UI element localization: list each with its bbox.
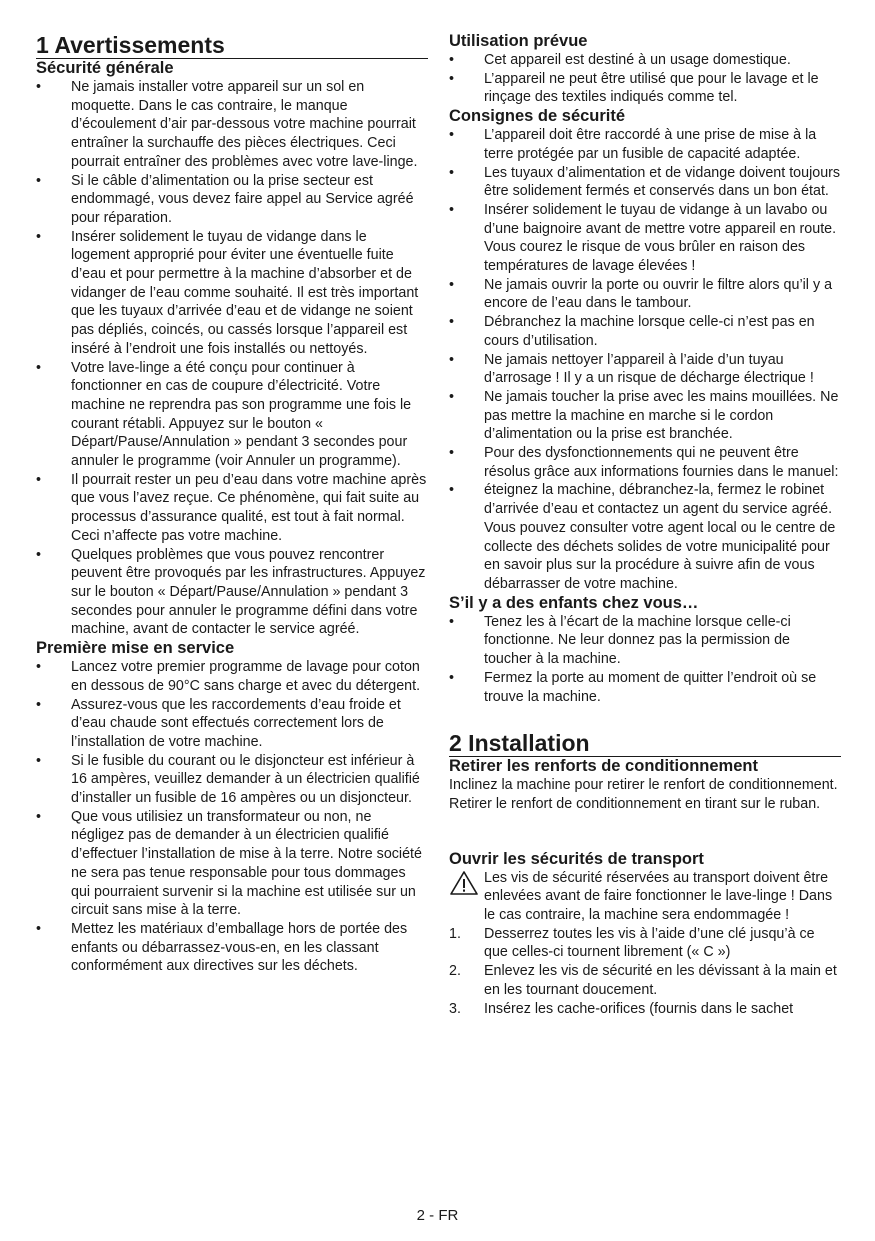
list-item: [449, 1000, 841, 1019]
warning-text: Les vis de sécurité réservées au transport doivent être enlevées avant de faire fonctionner le lave-linge ! Dans le cas contraire, la machine sera endommagée !: [484, 869, 833, 924]
right-column: [449, 32, 841, 1018]
list-item: • L’appareil doit être raccordé à une prise de mise à la terre protégée par un fusible de capacité adaptée.: [449, 126, 841, 163]
list-item: • Débranchez la machine lorsque celle-ci n’est pas en cours d’utilisation.: [449, 313, 841, 350]
subheading-retirer-renforts: Retirer les renforts de conditionnement: [449, 757, 758, 776]
list-item: [449, 925, 841, 962]
subheading-enfants: S’il y a des enfants chez vous…: [449, 593, 699, 612]
list-item: • Les tuyaux d’alimentation et de vidange doivent toujours être solidement fermés et conservés dans un bon état.: [449, 164, 841, 201]
subheading-consignes-de-securite: Consignes de sécurité: [449, 107, 626, 126]
list-item: • Si le câble d’alimentation ou la prise secteur est endommagé, vous devez faire appel au Service agréé pour réparation.: [36, 172, 428, 228]
list-item: • Ne jamais installer votre appareil sur un sol en moquette. Dans le cas contraire, le manque d’écoulement d’air par-dessous votre machine pourrait entraîner la surchauffe des pièces électriques. Ceci pourrait entraîner des problèmes avec votre lave-linge.: [36, 78, 428, 172]
list-item: • Quelques problèmes que vous pouvez rencontrer peuvent être provoqués par les infrastructures. Appuyez sur le bouton « Départ/Pause/Annulation » pendant 3 secondes pour annuler le programme défini dans votre machine, avant de contacter le service agréé.: [36, 546, 428, 640]
list-item: • Ne jamais nettoyer l’appareil à l’aide d’un tuyau d’arrosage ! Il y a un risque de décharge électrique !: [449, 351, 841, 388]
list-item: • Votre lave-linge a été conçu pour continuer à fonctionner en cas de coupure d’électricité. Votre machine ne reprendra pas son programme une fois le courant rétabli. Appuyez sur le bouton « Départ/Pause/Annulation » pendant 3 secondes pour annuler le programme (voir Annuler un programme).: [36, 359, 428, 471]
page-number: 2 - FR: [416, 1207, 459, 1224]
list-item: • Insérer solidement le tuyau de vidange à un lavabo ou d’une baignoire avant de mettre votre appareil en route. Vous courez le risque de vous brûler en raison des températures de lavage élevées !: [449, 201, 841, 276]
step-number: 3.: [449, 1000, 461, 1017]
paragraph-retirer-renforts: Inclinez la machine pour retirer le renfort de conditionnement. Retirer le renfort de conditionnement en tirant sur le ruban.: [449, 777, 838, 812]
step-text: Desserrez toutes les vis à l’aide d’une clé jusqu’à ce que celles-ci tournent librement (« C »): [484, 925, 815, 961]
step-number: 2.: [449, 963, 461, 980]
steps-list: [449, 925, 841, 1019]
warning-block: [449, 869, 841, 925]
section-heading-avertissements: 1 Avertissements: [36, 32, 428, 59]
list-item: • Ne jamais ouvrir la porte ou ouvrir le filtre alors qu’il y a encore de l’eau dans le tambour.: [449, 276, 841, 313]
list-premiere-mise-en-service: [36, 658, 428, 976]
list-utilisation-prevue: [449, 51, 841, 107]
list-enfants: [449, 613, 841, 707]
list-item: • Assurez-vous que les raccordements d’eau froide et d’eau chaude sont effectués correctement lors de l’installation de votre machine.: [36, 696, 428, 752]
section-heading-installation: 2 Installation: [449, 730, 841, 757]
list-item: • Pour des dysfonctionnements qui ne peuvent être résolus grâce aux informations fournies dans le manuel:: [449, 444, 841, 481]
subheading-utilisation-prevue: Utilisation prévue: [449, 32, 588, 50]
step-text: Insérez les cache-orifices (fournis dans le sachet: [484, 1000, 794, 1017]
step-text: Enlevez les vis de sécurité en les dévissant à la main et en les tournant doucement.: [484, 963, 837, 998]
subheading-premiere-mise-en-service: Première mise en service: [36, 639, 235, 658]
warning-triangle-icon: [449, 870, 479, 896]
list-securite-generale: [36, 78, 428, 639]
list-item: • Il pourrait rester un peu d’eau dans votre machine après que vous l’avez reçue. Ce phénomène, qui fait suite au processus d’assurance qualité, est tout à fait normal. Ceci n’affecte pas votre machine.: [36, 471, 428, 546]
subheading-securite-generale: Sécurité générale: [36, 59, 174, 77]
list-item: • Lancez votre premier programme de lavage pour coton en dessous de 90°C sans charge et avec du détergent.: [36, 658, 428, 695]
list-item: • Si le fusible du courant ou le disjoncteur est inférieur à 16 ampères, veuillez demander à un électricien qualifié d’installer un fusible de 16 ampères ou un disjoncteur.: [36, 752, 428, 808]
list-item: • Que vous utilisiez un transformateur ou non, ne négligez pas de demander à un électricien qualifié d’effectuer l’installation de mise à la terre. Notre société ne sera pas tenue responsable pour tous dommages qui pourraient survenir si la machine est utilisée sur un circuit sans mise à la terre.: [36, 808, 428, 920]
list-consignes-de-securite: [449, 126, 841, 594]
list-item: • Mettez les matériaux d’emballage hors de portée des enfants ou débarrassez-vous-en, en les classant conformément aux directives sur les déchets.: [36, 920, 428, 976]
list-item: • éteignez la machine, débranchez-la, fermez le robinet d’arrivée d’eau et contactez un agent du service agréé. Vous pouvez consulter votre agent local ou le centre de collecte des déchets solides de votre municipalité pour en savoir plus sur la procédure à suivre afin de vous débarrasser de votre machine.: [449, 481, 841, 593]
list-item: • Insérer solidement le tuyau de vidange dans le logement approprié pour éviter une éventuelle fuite d’eau et pour permettre à la machine d’absorber et de vidanger de l’eau comme souhaité. Il est très important que les tuyaux d’arrivée d’eau et de vidange ne soient pas dépliés, coincés, ou cassés lorsque l’appareil est inséré à l’endroit une fois installés ou nettoyés.: [36, 228, 428, 359]
subheading-ouvrir-securites-transport: Ouvrir les sécurités de transport: [449, 849, 704, 868]
list-item: • Tenez les à l’écart de la machine lorsque celle-ci fonctionne. Ne leur donnez pas la permission de toucher à la machine.: [449, 613, 841, 669]
list-item: • Cet appareil est destiné à un usage domestique.: [449, 51, 841, 70]
list-item: • L’appareil ne peut être utilisé que pour le lavage et le rinçage des textiles indiqués comme tel.: [449, 70, 841, 107]
list-item: • Ne jamais toucher la prise avec les mains mouillées. Ne pas mettre la machine en marche si le cordon d’alimentation ou la prise est branchée.: [449, 388, 841, 444]
list-item: • Fermez la porte au moment de quitter l’endroit où se trouve la machine.: [449, 669, 841, 706]
list-item: [449, 962, 841, 999]
left-column: [36, 32, 428, 976]
step-number: 1.: [449, 925, 461, 942]
